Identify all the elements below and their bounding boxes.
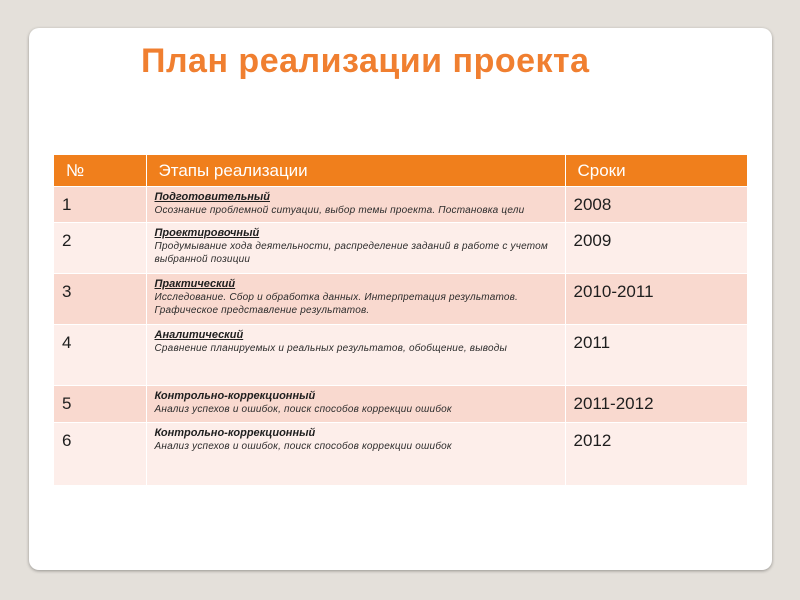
- term-cell: 2011-2012: [565, 386, 747, 423]
- stage-cell: [146, 325, 565, 386]
- row-number: 3: [54, 274, 146, 325]
- term-cell: 2010-2011: [565, 274, 747, 325]
- row-number: 4: [54, 325, 146, 386]
- stage-description: Осознание проблемной ситуации, выбор темы проекта. Постановка цели: [154, 205, 525, 216]
- table-row: [54, 274, 747, 325]
- stage-name: Подготовительный: [154, 191, 270, 203]
- stage-name: Аналитический: [154, 329, 244, 341]
- row-number: 1: [54, 187, 146, 223]
- header-stages: Этапы реализации: [146, 155, 565, 187]
- stages-table: [54, 155, 747, 485]
- term-cell: 2012: [565, 423, 747, 485]
- stage-name: Контрольно-коррекционный: [154, 390, 316, 402]
- stage-cell: [146, 223, 565, 274]
- header-number: №: [54, 155, 146, 187]
- stage-name: Проектировочный: [154, 227, 260, 239]
- page-title: План реализации проекта: [141, 42, 590, 80]
- stage-description: Анализ успехов и ошибок, поиск способов коррекции ошибок: [154, 441, 452, 452]
- row-number: 2: [54, 223, 146, 274]
- slide: [29, 28, 772, 570]
- table-row: [54, 386, 747, 423]
- stage-description: Анализ успехов и ошибок, поиск способов коррекции ошибок: [154, 404, 452, 415]
- term-cell: 2011: [565, 325, 747, 386]
- term-cell: 2009: [565, 223, 747, 274]
- table-row: [54, 223, 747, 274]
- term-cell: 2008: [565, 187, 747, 223]
- table-row: [54, 325, 747, 386]
- stage-cell: [146, 187, 565, 223]
- table-row: [54, 187, 747, 223]
- stage-cell: [146, 386, 565, 423]
- stage-description: Продумывание хода деятельности, распределение заданий в работе с учетом выбранной позиции: [154, 241, 548, 265]
- stage-description: Исследование. Сбор и обработка данных. Интерпретация результатов. Графическое представление результатов.: [154, 292, 519, 316]
- header-terms: Сроки: [565, 155, 747, 187]
- row-number: 5: [54, 386, 146, 423]
- stage-cell: [146, 274, 565, 325]
- stage-cell: [146, 423, 565, 485]
- table-header-row: [54, 155, 747, 187]
- stage-description: Сравнение планируемых и реальных результатов, обобщение, выводы: [154, 343, 508, 354]
- table-row: [54, 423, 747, 485]
- stage-name: Практический: [154, 278, 236, 290]
- row-number: 6: [54, 423, 146, 485]
- stage-name: Контрольно-коррекционный: [154, 427, 316, 439]
